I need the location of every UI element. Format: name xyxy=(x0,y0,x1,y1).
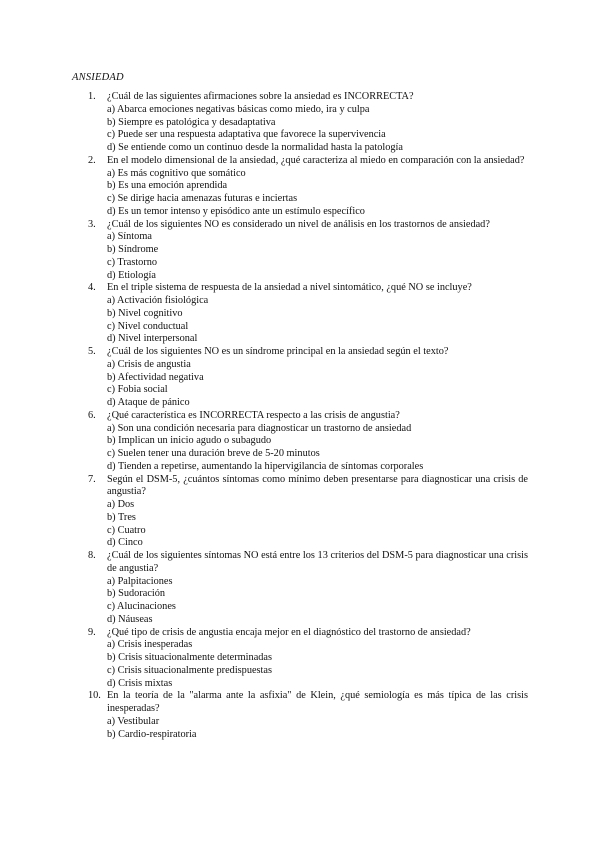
answer-option: d) Cinco xyxy=(107,537,143,549)
answer-option: c) Nivel conductual xyxy=(107,320,189,332)
question-item xyxy=(88,627,528,691)
question-text: ¿Qué tipo de crisis de angustia encaja mejor en el diagnóstico del trastorno de ansiedad? xyxy=(107,626,471,638)
question-item xyxy=(88,155,528,219)
question-item xyxy=(88,410,528,474)
answer-option: b) Es una emoción aprendida xyxy=(107,180,228,192)
answer-option: a) Activación fisiológica xyxy=(107,295,209,306)
answer-option: a) Crisis de angustia xyxy=(107,358,191,370)
answer-option: b) Implican un inicio agudo o subagudo xyxy=(107,435,272,447)
question-item xyxy=(88,690,528,741)
answer-option: a) Síntoma xyxy=(107,231,152,243)
question-number: 1. xyxy=(88,91,96,102)
answer-option: a) Abarca emociones negativas básicas como miedo, ira y culpa xyxy=(107,103,370,115)
question-item xyxy=(88,219,528,283)
answer-option: a) Vestibular xyxy=(107,715,160,727)
question-text: En el triple sistema de respuesta de la ansiedad a nivel sintomático, ¿qué NO se incluye? xyxy=(107,282,472,294)
question-list xyxy=(88,91,528,741)
question-number: 6. xyxy=(88,409,96,421)
question-text: ¿Cuál de las siguientes afirmaciones sobre la ansiedad es INCORRECTA? xyxy=(107,91,414,102)
answer-option: b) Cardio-respiratoria xyxy=(107,728,197,740)
answer-option: d) Nivel interpersonal xyxy=(107,333,198,345)
answer-option: c) Se dirige hacia amenazas futuras e inciertas xyxy=(107,193,298,204)
answer-option: c) Cuatro xyxy=(107,524,146,536)
question-number: 8. xyxy=(88,550,96,561)
answer-option: b) Sudoración xyxy=(107,588,166,600)
answer-option: b) Afectividad negativa xyxy=(107,371,204,383)
answer-option: d) Crisis mixtas xyxy=(107,677,173,689)
section-title: ANSIEDAD xyxy=(72,72,124,83)
answer-option: d) Etiología xyxy=(107,269,156,281)
question-item xyxy=(88,346,528,410)
answer-option: c) Alucinaciones xyxy=(107,601,176,612)
answer-option: d) Ataque de pánico xyxy=(107,397,190,408)
answer-option: d) Es un temor intenso y episódico ante un estímulo específico xyxy=(107,205,365,217)
answer-option: a) Crisis inesperadas xyxy=(107,639,193,651)
answer-option: a) Dos xyxy=(107,499,135,510)
question-item xyxy=(88,550,528,627)
answer-option: b) Siempre es patológica y desadaptativa xyxy=(107,116,276,128)
answer-option: a) Es más cognitivo que somático xyxy=(107,167,246,179)
answer-option: b) Crisis situacionalmente determinadas xyxy=(107,652,272,663)
question-number: 2. xyxy=(88,154,96,166)
question-item xyxy=(88,91,528,155)
question-item xyxy=(88,474,528,551)
question-text: En el modelo dimensional de la ansiedad, ¿qué caracteriza al miedo en comparación con la ansiedad? xyxy=(107,154,525,166)
question-text: Según el DSM-5, ¿cuántos síntomas como mínimo deben presentarse para diagnosticar una crisis de angustia? xyxy=(107,473,528,498)
answer-option: c) Fobia social xyxy=(107,384,168,396)
question-number: 3. xyxy=(88,218,96,230)
question-text: ¿Qué característica es INCORRECTA respecto a las crisis de angustia? xyxy=(107,409,400,421)
answer-option: c) Suelen tener una duración breve de 5-20 minutos xyxy=(107,448,320,459)
question-text: ¿Cuál de los siguientes síntomas NO está entre los 13 criterios del DSM-5 para diagnosticar una crisis de angustia? xyxy=(107,550,528,574)
answer-option: c) Trastorno xyxy=(107,256,158,268)
answer-option: b) Tres xyxy=(107,511,136,523)
question-text: ¿Cuál de los siguientes NO es considerado un nivel de análisis en los trastornos de ansiedad? xyxy=(107,218,490,230)
question-number: 7. xyxy=(88,473,96,485)
answer-option: c) Puede ser una respuesta adaptativa que favorece la supervivencia xyxy=(107,129,386,141)
question-text: En la teoría de la "alarma ante la asfixia" de Klein, ¿qué semiología es más típica de las crisis inesperadas? xyxy=(107,690,528,714)
answer-option: c) Crisis situacionalmente predispuestas xyxy=(107,664,272,676)
answer-option: d) Náuseas xyxy=(107,613,153,625)
answer-option: d) Se entiende como un continuo desde la normalidad hasta la patología xyxy=(107,142,403,153)
question-item xyxy=(88,282,528,346)
question-number: 4. xyxy=(88,282,96,294)
question-number: 10. xyxy=(88,690,101,702)
answer-option: b) Nivel cognitivo xyxy=(107,307,183,319)
question-text: ¿Cuál de los siguientes NO es un síndrome principal en la ansiedad según el texto? xyxy=(107,346,449,357)
answer-option: a) Palpitaciones xyxy=(107,575,173,587)
question-number: 9. xyxy=(88,626,96,638)
answer-option: b) Síndrome xyxy=(107,244,159,255)
question-number: 5. xyxy=(88,346,96,357)
answer-option: a) Son una condición necesaria para diagnosticar un trastorno de ansiedad xyxy=(107,422,412,434)
answer-option: d) Tienden a repetirse, aumentando la hipervigilancia de síntomas corporales xyxy=(107,460,424,472)
